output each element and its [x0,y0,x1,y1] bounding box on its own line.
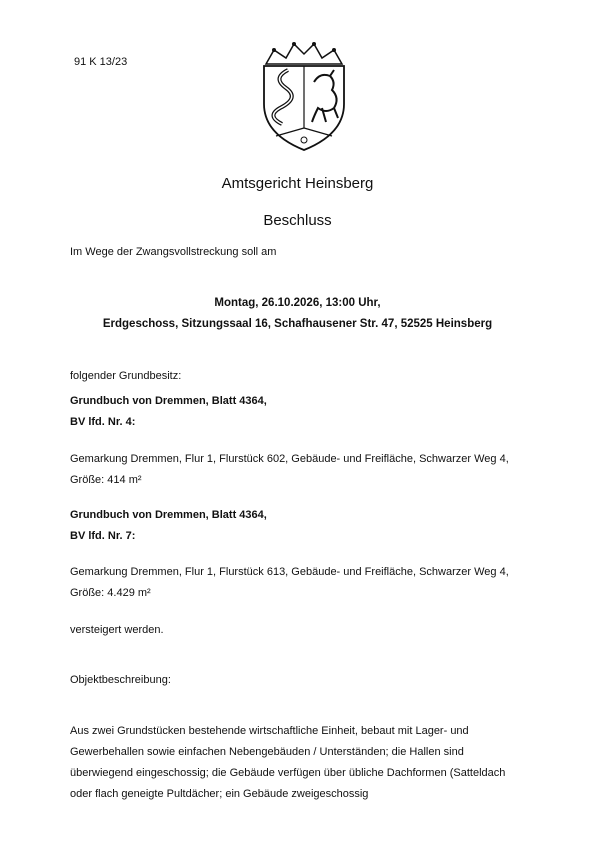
document-title: Beschluss [263,212,332,229]
auction-location: Erdgeschoss, Sitzungssaal 16, Schafhausener Str. 47, 52525 Heinsberg [102,318,493,330]
state-coat-of-arms-icon [256,42,352,152]
file-reference: 91 K 13/23 [74,56,128,68]
auction-date: Montag, 26.10.2026, 13:00 Uhr, [214,297,381,309]
parcel-2-entry: BV lfd. Nr. 7: [70,530,136,542]
court-name: Amtsgericht Heinsberg [221,175,374,192]
parcel-1-entry: BV lfd. Nr. 4: [70,416,136,428]
parcel-2-register: Grundbuch von Dremmen, Blatt 4364, [70,509,267,521]
parcel-1-description: Gemarkung Dremmen, Flur 1, Flurstück 602, Gebäude- und Freifläche, Schwarzer Weg 4, Größe: 414 m² [70,453,509,486]
auction-statement: versteigert werden. [70,624,164,636]
object-description: Aus zwei Grundstücken bestehende wirtschaftliche Einheit, bebaut mit Lager- und Gewerbehallen sowie einfachen Nebengebäuden / Unterständen; die Hallen sind überwiegend eingeschossig; die Gebäude verfügen über übliche Dachformen (Satteldach oder flach geneigte Pultdächer; ein Gebäude zweigeschossig [70,725,506,800]
intro-text: Im Wege der Zwangsvollstreckung soll am [70,246,277,258]
parcel-1-register: Grundbuch von Dremmen, Blatt 4364, [70,395,267,407]
property-intro: folgender Grundbesitz: [70,370,182,382]
parcel-2-description: Gemarkung Dremmen, Flur 1, Flurstück 613, Gebäude- und Freifläche, Schwarzer Weg 4, Größe: 4.429 m² [70,566,509,599]
object-heading: Objektbeschreibung: [70,674,171,686]
